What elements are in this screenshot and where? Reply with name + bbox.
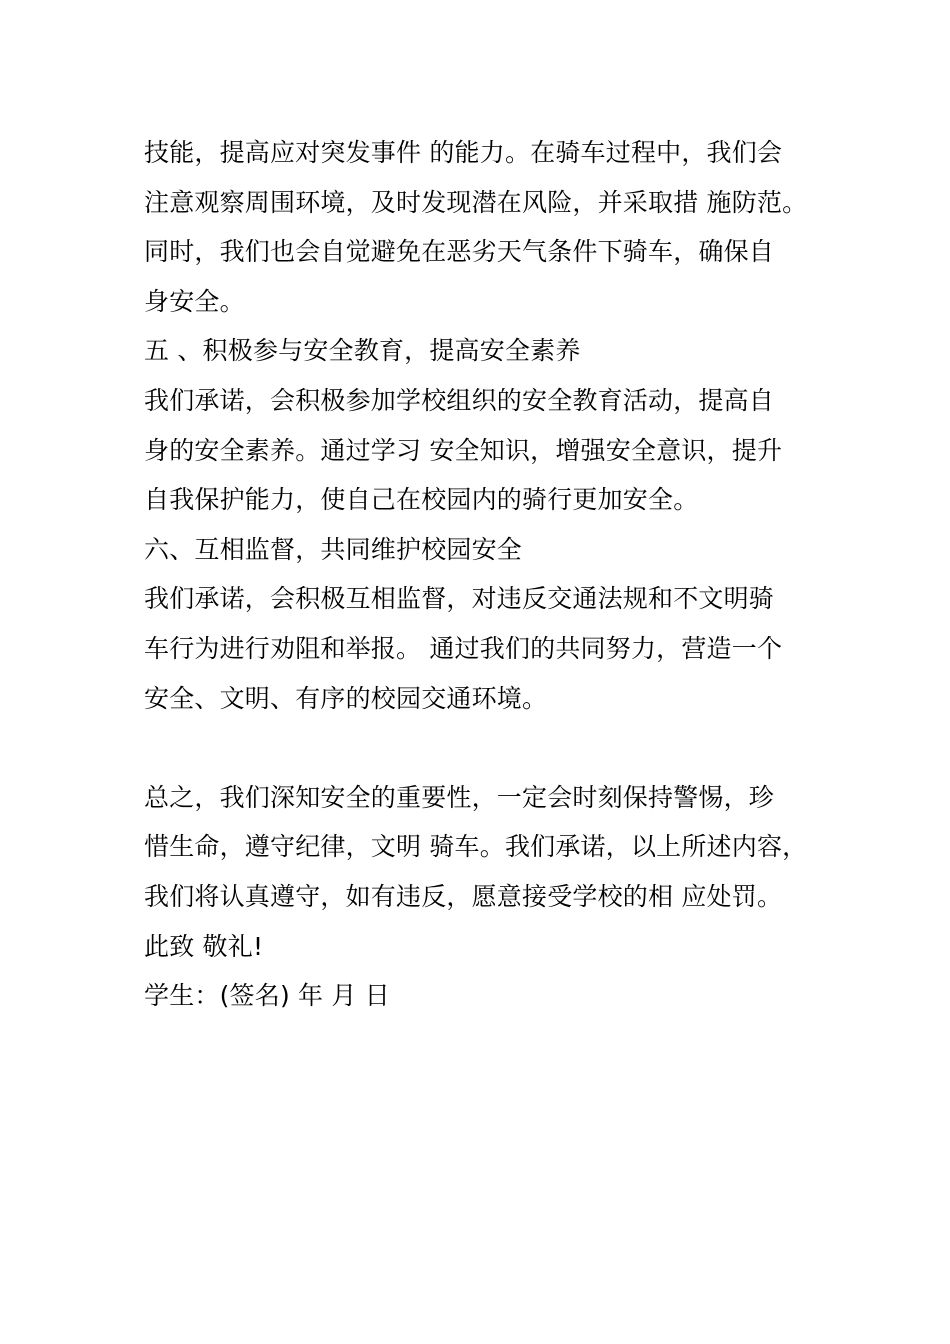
paragraph-line: 身的安全素养。通过学习 安全知识，增强安全意识，提升 <box>144 435 783 465</box>
paragraph-line: 注意观察周围环境，及时发现潜在风险，并采取措 施防范。 <box>144 187 808 217</box>
paragraph-line: 安全、文明、有序的校园交通环境。 <box>144 683 548 713</box>
paragraph-line: 自我保护能力，使自己在校园内的骑行更加安全。 <box>144 485 699 515</box>
paragraph-line: 身安全。 <box>144 286 245 316</box>
section-heading-five: 五 、积极参与安全教育，提高安全素养 <box>144 336 581 366</box>
conclusion-line: 总之，我们深知安全的重要性，一定会时刻保持警惕，珍 <box>144 782 775 812</box>
paragraph-line: 技能，提高应对突发事件 的能力。在骑车过程中，我们会 <box>144 138 783 167</box>
conclusion-line: 惜生命，遵守纪律，文明 骑车。我们承诺，以上所述内容， <box>144 832 808 862</box>
section-heading-six: 六、互相监督，共同维护校园安全 <box>144 534 523 564</box>
document-body <box>144 128 844 1021</box>
paragraph-line: 我们承诺，会积极互相监督，对违反交通法规和不文明骑 <box>144 584 775 614</box>
paragraph-line: 车行为进行劝阻和举报。 通过我们的共同努力，营造一个 <box>144 633 783 663</box>
paragraph-line: 我们承诺，会积极参加学校组织的安全教育活动，提高自 <box>144 385 775 415</box>
signature-line: 学生：(签名) 年 月 日 <box>144 981 390 1011</box>
conclusion-line: 我们将认真遵守，如有违反，愿意接受学校的相 应处罚。 <box>144 881 783 911</box>
closing-salutation: 此致 敬礼! <box>144 931 264 961</box>
blank-line <box>144 723 844 773</box>
paragraph-line: 同时，我们也会自觉避免在恶劣天气条件下骑车，确保自 <box>144 237 775 267</box>
